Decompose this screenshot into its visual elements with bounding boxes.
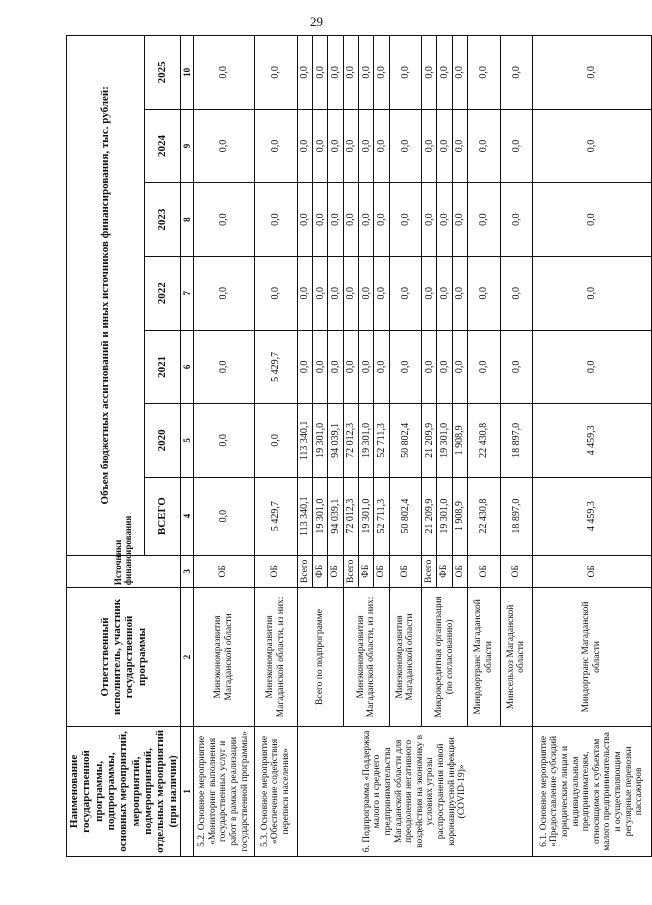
value-cell: 0,0: [193, 256, 254, 330]
row-source: Всего: [297, 555, 312, 588]
value-cell: 21 209,9: [422, 477, 437, 555]
table-row: [532, 36, 651, 857]
row-executor: Всего по подпрограмме: [297, 588, 343, 727]
value-cell: 0,0: [359, 183, 374, 257]
value-cell: 94 039,1: [328, 477, 343, 555]
value-cell: 72 012,3: [343, 477, 358, 555]
value-cell: 0,0: [359, 109, 374, 183]
value-cell: 1 908,9: [452, 477, 467, 555]
value-cell: 0,0: [437, 330, 452, 404]
value-cell: 0,0: [452, 330, 467, 404]
header-year: 2022: [144, 256, 180, 330]
row-executor: Минрдортранс Магаданской области: [468, 588, 500, 727]
value-cell: 0,0: [389, 256, 421, 330]
table-row: [254, 36, 297, 857]
value-cell: 1 908,9: [452, 404, 467, 478]
value-cell: 5 429,7: [254, 330, 297, 404]
value-cell: 0,0: [422, 183, 437, 257]
row-source: Всего: [343, 555, 358, 588]
page-number: 29: [310, 14, 323, 29]
value-cell: 0,0: [532, 256, 651, 330]
value-cell: 113 340,1: [297, 477, 312, 555]
header-volume: Объем бюджетных ассигнований и иных источников финансирования, тыс. рублей:: [67, 36, 145, 556]
value-cell: 0,0: [328, 330, 343, 404]
header-year: 2023: [144, 183, 180, 257]
value-cell: 0,0: [500, 330, 532, 404]
value-cell: 0,0: [374, 109, 389, 183]
column-number: 5: [180, 404, 193, 478]
row-source: ОБ: [500, 555, 532, 588]
value-cell: 19 301,0: [313, 477, 328, 555]
value-cell: 0,0: [193, 477, 254, 555]
row-source: ОБ: [193, 555, 254, 588]
value-cell: 0,0: [452, 36, 467, 110]
row-name: 5.2. Основное мероприятие «Мониторинг выполнения государственных услуг и работ в рамках реализации государственной программы»: [193, 726, 254, 856]
value-cell: 0,0: [193, 183, 254, 257]
column-number: 10: [180, 36, 193, 110]
value-cell: 0,0: [254, 404, 297, 478]
value-cell: 50 802,4: [389, 404, 421, 478]
header-year: 2025: [144, 36, 180, 110]
row-source: ФБ: [313, 555, 328, 588]
row-source: Всего: [422, 555, 437, 588]
value-cell: 0,0: [422, 330, 437, 404]
value-cell: 0,0: [374, 330, 389, 404]
value-cell: 0,0: [343, 109, 358, 183]
value-cell: 19 301,0: [437, 477, 452, 555]
value-cell: 0,0: [328, 183, 343, 257]
value-cell: 0,0: [313, 183, 328, 257]
value-cell: 0,0: [193, 404, 254, 478]
value-cell: 0,0: [328, 256, 343, 330]
value-cell: 5 429,7: [254, 477, 297, 555]
row-source: ОБ: [389, 555, 421, 588]
value-cell: 0,0: [193, 330, 254, 404]
value-cell: 19 301,0: [359, 477, 374, 555]
value-cell: 0,0: [297, 36, 312, 110]
value-cell: 0,0: [437, 109, 452, 183]
row-source: ФБ: [437, 555, 452, 588]
value-cell: 0,0: [500, 256, 532, 330]
value-cell: 0,0: [389, 36, 421, 110]
row-source: ФБ: [359, 555, 374, 588]
value-cell: 0,0: [254, 183, 297, 257]
value-cell: 0,0: [452, 183, 467, 257]
value-cell: 0,0: [532, 330, 651, 404]
header-name: Наименование государственной программы, подпрограммы, основных мероприятий, мероприятий, подмероприятий, отдельных мероприятий (при наличии): [67, 726, 181, 856]
value-cell: 0,0: [328, 36, 343, 110]
value-cell: 0,0: [313, 330, 328, 404]
column-number: 6: [180, 330, 193, 404]
value-cell: 0,0: [374, 256, 389, 330]
row-executor: Микрокредитная организация (по согласованию): [422, 588, 468, 727]
value-cell: 0,0: [193, 36, 254, 110]
value-cell: 0,0: [500, 36, 532, 110]
value-cell: 0,0: [437, 36, 452, 110]
value-cell: 18 897,0: [500, 404, 532, 478]
row-executor: Минсельхоз Магаданской области: [500, 588, 532, 727]
value-cell: 0,0: [532, 109, 651, 183]
value-cell: 72 012,3: [343, 404, 358, 478]
row-executor: Минэкономразвития Магаданской области: [389, 588, 421, 727]
value-cell: 0,0: [313, 36, 328, 110]
value-cell: 0,0: [500, 183, 532, 257]
column-number: 8: [180, 183, 193, 257]
value-cell: 0,0: [359, 330, 374, 404]
table-row: [193, 36, 254, 857]
value-cell: 50 802,4: [389, 477, 421, 555]
row-source: ОБ: [452, 555, 467, 588]
value-cell: 19 301,0: [359, 404, 374, 478]
value-cell: 0,0: [254, 256, 297, 330]
column-number: 2: [180, 588, 193, 727]
header-year: 2020: [144, 404, 180, 478]
financing-table: [66, 35, 652, 857]
value-cell: 0,0: [359, 256, 374, 330]
column-number: 7: [180, 256, 193, 330]
value-cell: 52 711,3: [374, 477, 389, 555]
value-cell: 0,0: [343, 183, 358, 257]
value-cell: 0,0: [468, 183, 500, 257]
value-cell: 0,0: [343, 330, 358, 404]
value-cell: 0,0: [437, 183, 452, 257]
value-cell: 4 459,3: [532, 404, 651, 478]
value-cell: 0,0: [389, 183, 421, 257]
value-cell: 52 711,3: [374, 404, 389, 478]
row-source: ОБ: [468, 555, 500, 588]
value-cell: 0,0: [297, 183, 312, 257]
value-cell: 94 039,1: [328, 404, 343, 478]
value-cell: 22 430,8: [468, 404, 500, 478]
row-executor: Минэкономразвития Магаданской области, из них:: [343, 588, 389, 727]
column-number: 1: [180, 726, 193, 856]
value-cell: 0,0: [313, 109, 328, 183]
row-executor: Миндортранс Магаданской области: [532, 588, 651, 727]
row-name: 6.1. Основное мероприятие «Предоставление субсидий юридическим лицам и индивидуальным предпринимателям, относящимся к субъектам малого предпринимательства и осуществляющим регулярные перевозки пассажиров: [532, 726, 651, 856]
value-cell: 0,0: [328, 109, 343, 183]
rotated-table-container: [66, 35, 645, 857]
header-year: 2024: [144, 109, 180, 183]
value-cell: 21 209,9: [422, 404, 437, 478]
value-cell: 0,0: [313, 256, 328, 330]
table-row: [297, 36, 312, 857]
value-cell: 19 301,0: [313, 404, 328, 478]
value-cell: 0,0: [374, 36, 389, 110]
header-source: Источники финансирования: [67, 555, 181, 588]
value-cell: 0,0: [297, 109, 312, 183]
value-cell: 0,0: [254, 109, 297, 183]
row-source: ОБ: [328, 555, 343, 588]
header-total: ВСЕГО: [144, 477, 180, 555]
value-cell: 0,0: [452, 256, 467, 330]
row-name: 6. Подпрограмма «Поддержка малого и среднего предпринимательства Магаданской области для преодоления негативного воздействия на экономику в условиях угрозы распространения новой коронавирусной инфекции (COVID-19)»: [297, 726, 532, 856]
row-source: ОБ: [254, 555, 297, 588]
value-cell: 22 430,8: [468, 477, 500, 555]
column-number: 3: [180, 555, 193, 588]
value-cell: 0,0: [343, 36, 358, 110]
value-cell: 0,0: [359, 36, 374, 110]
value-cell: 0,0: [422, 256, 437, 330]
column-number: 9: [180, 109, 193, 183]
value-cell: 0,0: [532, 36, 651, 110]
value-cell: 113 340,1: [297, 404, 312, 478]
value-cell: 0,0: [254, 36, 297, 110]
value-cell: 0,0: [193, 109, 254, 183]
row-executor: Минэкономразвития Магаданской области, из них:: [254, 588, 297, 727]
row-source: ОБ: [374, 555, 389, 588]
value-cell: 0,0: [389, 330, 421, 404]
value-cell: 0,0: [297, 256, 312, 330]
row-source: ОБ: [532, 555, 651, 588]
header-year: 2021: [144, 330, 180, 404]
value-cell: 0,0: [500, 109, 532, 183]
header-executor: Ответственный исполнитель, участник государственной программы: [67, 588, 181, 727]
row-name: 5.3. Основное мероприятие «Обеспечение содействия переписи населения»: [254, 726, 297, 856]
value-cell: 0,0: [468, 109, 500, 183]
value-cell: 0,0: [343, 256, 358, 330]
value-cell: 0,0: [297, 330, 312, 404]
value-cell: 0,0: [374, 183, 389, 257]
value-cell: 4 459,3: [532, 477, 651, 555]
value-cell: 0,0: [468, 330, 500, 404]
value-cell: 0,0: [468, 36, 500, 110]
row-executor: Минэкономразвития Магаданской области: [193, 588, 254, 727]
value-cell: 0,0: [422, 109, 437, 183]
value-cell: 0,0: [422, 36, 437, 110]
value-cell: 0,0: [532, 183, 651, 257]
value-cell: 0,0: [389, 109, 421, 183]
column-number: 4: [180, 477, 193, 555]
value-cell: 0,0: [468, 256, 500, 330]
value-cell: 19 301,0: [437, 404, 452, 478]
value-cell: 0,0: [452, 109, 467, 183]
value-cell: 18 897,0: [500, 477, 532, 555]
value-cell: 0,0: [437, 256, 452, 330]
